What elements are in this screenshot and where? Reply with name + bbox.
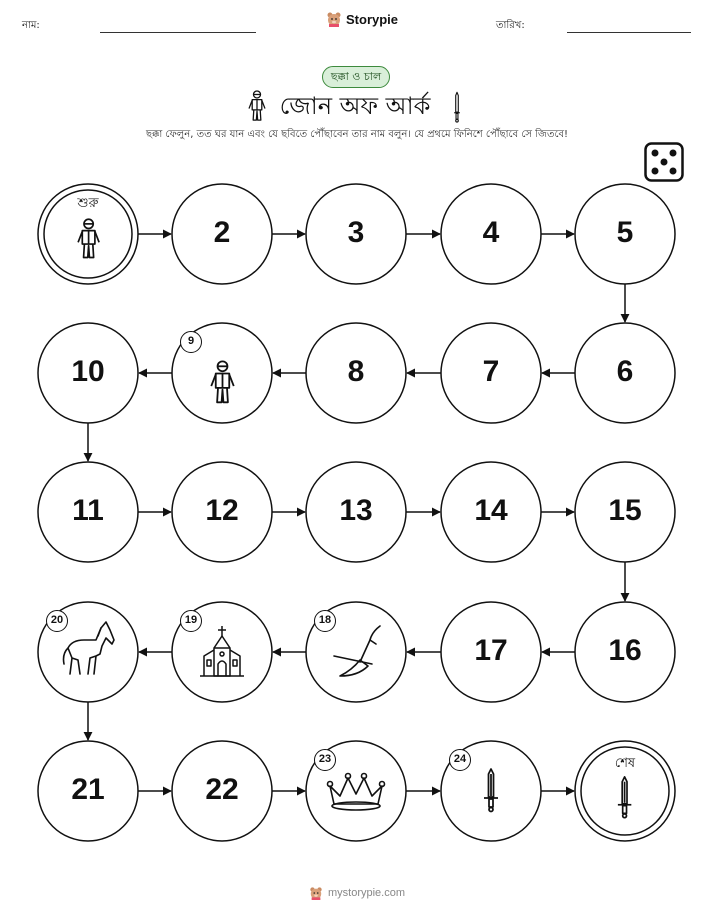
cell-22-number: 22 <box>205 773 239 806</box>
cell-16-number: 16 <box>608 634 642 667</box>
cell-14-number: 14 <box>474 494 508 527</box>
cell-20-badge: 20 <box>46 610 68 632</box>
date-label: তারিখ: <box>496 20 525 31</box>
cell-4-number: 4 <box>482 216 500 249</box>
game-tag: ছক্কা ও চাল <box>322 66 390 88</box>
cell-5-number: 5 <box>616 216 634 249</box>
instructions: ছক্কা ফেলুন, তত ঘর যান এবং যে ছবিতে পৌঁছাবেন তার নাম বলুন। যে প্রথমে ফিনিশে পৌঁছাবে সে জিতবে! <box>145 129 569 140</box>
cell-21-number: 21 <box>71 773 105 806</box>
cell-13-number: 13 <box>339 494 373 527</box>
cell-15-number: 15 <box>608 494 642 527</box>
cell-7-number: 7 <box>482 355 500 388</box>
page-title: জোন অফ আর্ক <box>279 92 431 120</box>
cell-3-number: 3 <box>347 216 365 249</box>
cell-23-badge: 23 <box>314 749 336 771</box>
cell-17-number: 17 <box>474 634 508 667</box>
name-label: নাম: <box>22 20 40 31</box>
cell-19-badge: 19 <box>180 610 202 632</box>
cell-24-badge: 24 <box>449 749 471 771</box>
footer <box>0 886 714 900</box>
cell-11-number: 11 <box>72 494 104 527</box>
cell-8-number: 8 <box>347 355 365 388</box>
cell-10-number: 10 <box>71 355 105 388</box>
cell-12-number: 12 <box>205 494 239 527</box>
cell-6-number: 6 <box>616 355 634 388</box>
cell-2-number: 2 <box>213 216 231 249</box>
brand-name: Storypie <box>346 11 399 27</box>
footer-site-link[interactable]: mystorypie.com <box>327 887 406 899</box>
cell-9-badge: 9 <box>180 331 202 353</box>
end-label: শেষ <box>614 756 636 771</box>
footer-bear-icon <box>309 886 323 900</box>
start-label: শুরু <box>77 196 99 211</box>
cell-18-badge: 18 <box>314 610 336 632</box>
